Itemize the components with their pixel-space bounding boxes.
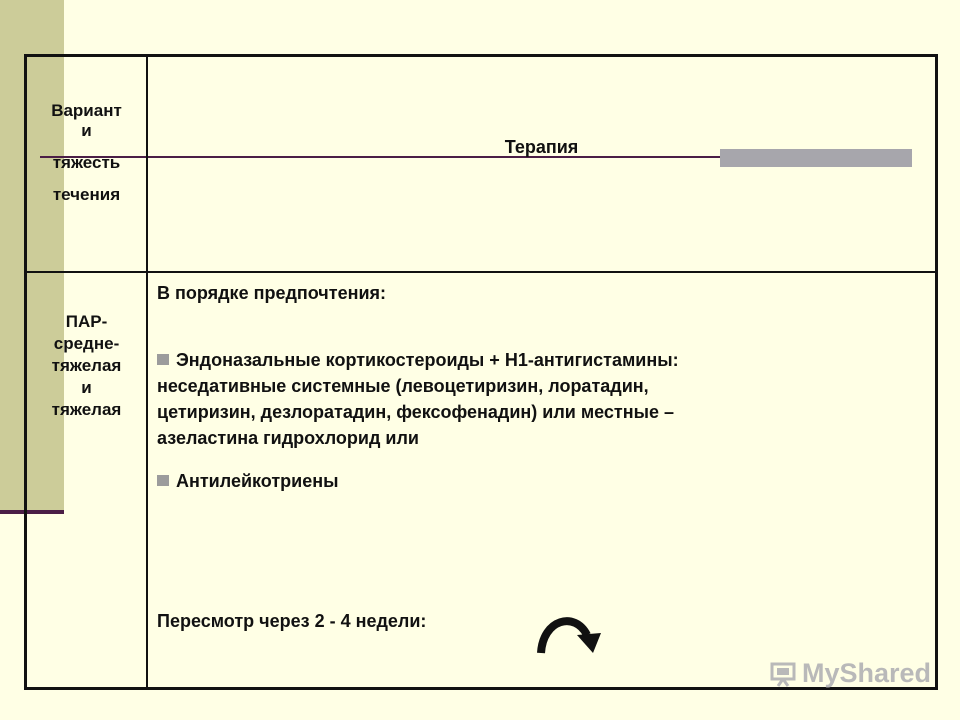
severity-line: тяжелая [51, 400, 122, 419]
severity-line: тяжелая [51, 356, 122, 375]
square-bullet-icon [157, 475, 169, 486]
header-variant-line: тяжесть [52, 153, 121, 172]
row-divider [27, 271, 935, 273]
header-variant-line: Вариант [51, 101, 122, 120]
severity-cell [27, 311, 146, 421]
bullet-1-line: азеластина гидрохлорид или [157, 428, 419, 448]
bullet-item-1 [157, 347, 679, 451]
curved-arrow-icon [527, 609, 607, 657]
bullet-2-text: Антилейкотриены [176, 471, 339, 491]
review-note: Пересмотр через 2 - 4 недели: [157, 611, 427, 631]
square-bullet-icon [157, 354, 169, 365]
watermark-text: MyShared [802, 658, 932, 688]
severity-line: средне- [53, 334, 120, 353]
header-variant-line: и [81, 121, 92, 140]
severity-line: ПАР- [65, 312, 108, 331]
presentation-board-icon [770, 661, 796, 687]
header-therapy-cell: Терапия [504, 137, 579, 157]
header-variant-cell [27, 101, 146, 205]
bullet-1-line: цетиризин, дезлоратадин, фексофенадин) или местные – [157, 402, 675, 422]
severity-line: и [81, 378, 92, 397]
bullet-1-line: неседативные системные (левоцетиризин, лоратадин, [157, 376, 649, 396]
preference-intro: В порядке предпочтения: [157, 283, 387, 303]
header-variant-line: течения [52, 185, 121, 204]
therapy-table [24, 54, 938, 690]
bullet-1-line: Эндоназальные кортикостероиды + Н1-антигистамины: [176, 350, 679, 370]
watermark [770, 658, 931, 689]
bullet-item-2 [157, 471, 338, 492]
